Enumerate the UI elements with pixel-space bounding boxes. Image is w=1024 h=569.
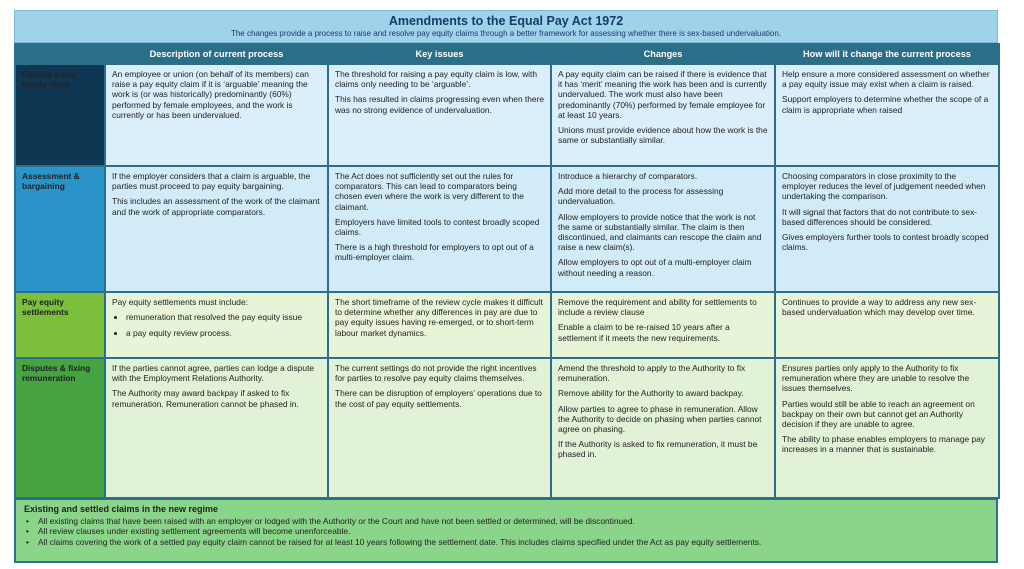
paragraph: Remove the requirement and ability for settlements to include a review clause: [558, 297, 757, 318]
footer-title: Existing and settled claims in the new regime: [24, 504, 219, 514]
paragraph: Choosing comparators in close proximity to the employer reduces the level of judgement needed when undertaking the comparison.: [782, 171, 986, 202]
page-subtitle: The changes provide a process to raise and resolve pay equity claims through a better framework for assessing whether there is sex-based undervaluation.: [230, 29, 782, 38]
amendments-table: [14, 43, 1000, 499]
paragraph: There can be disruption of employers’ operations due to the cost of pay equity settlements.: [335, 388, 542, 409]
title-banner: [14, 10, 998, 43]
row-assessment-bargaining: [15, 166, 999, 292]
paragraph: If the Authority is asked to fix remuneration, it must be phased in.: [558, 439, 758, 460]
impact-cell: [775, 358, 999, 498]
paragraph: Help ensure a more considered assessment on whether a pay equity issue may exist when a claim is raised.: [782, 69, 990, 90]
list-item: • All claims covering the work of a settled pay equity claim cannot be raised for at least 10 years following the settlement date. This includes claims specified under the Act as pay equity settlements.: [38, 537, 988, 548]
paragraph: This includes an assessment of the work of the claimant and the work of appropriate comparators.: [112, 196, 320, 217]
paragraph: Employers have limited tools to contest broadly scoped claims.: [335, 216, 540, 238]
paragraph: Allow parties to agree to phase in remuneration. Allow the Authority to decide on phasing when parties cannot agree on phasing.: [558, 403, 762, 435]
paragraph: Allow employers to provide notice that the work is not the same or substantially similar. The claim is then discontinued, and claimants can rescope the claim and raise a new claim(s).: [558, 211, 762, 253]
paragraph: The ability to phase enables employers to manage pay increases in a manner that is sustainable.: [782, 434, 985, 455]
impact-cell: [775, 166, 999, 292]
paragraph: The current settings do not provide the right incentives for parties to resolve pay equity claims themselves.: [335, 363, 537, 384]
paragraph: Unions must provide evidence about how the work is the same or substantially similar.: [558, 125, 768, 146]
paragraph: The threshold for raising a pay equity claim is low, with claims only needing to be ‘arguable’.: [335, 69, 538, 90]
paragraph: There is a high threshold for employers to opt out of a multi-employer claim.: [335, 242, 534, 263]
paragraph: Parties would still be able to reach an agreement on backpay on their own but cannot get an Authority decision if they are unable to agree.: [782, 398, 975, 430]
list-item: • a pay equity review process.: [126, 328, 321, 338]
header-corner: [15, 44, 105, 64]
row-label: Assessment & bargaining: [15, 166, 105, 292]
paragraph: Gives employers further tools to contest broadly scoped claims.: [782, 232, 989, 253]
paragraph: The Act does not sufficiently set out the rules for comparators. This can lead to comparators being chosen even where the work is very different to the claimant.: [335, 171, 524, 212]
paragraph: Pay equity settlements must include:: [112, 297, 248, 307]
paragraph: Allow employers to opt out of a multi-employer claim without needing a reason.: [558, 257, 752, 278]
changes-cell: [551, 358, 775, 498]
paragraph: If the parties cannot agree, parties can lodge a dispute with the Employment Relations Authority.: [112, 363, 315, 384]
row-label: Disputes & fixing remuneration: [15, 358, 105, 498]
row-label: Pay equity settlements: [15, 292, 105, 358]
paragraph: Introduce a hierarchy of comparators.: [558, 171, 698, 181]
row-pay-equity-settlements: [15, 292, 999, 358]
row-label: Raising a pay equity claim: [15, 64, 105, 166]
paragraph: Amend the threshold to apply to the Authority to fix remuneration.: [558, 363, 746, 384]
page-title: Amendments to the Equal Pay Act 1972: [388, 14, 624, 28]
footer-list: [24, 516, 988, 548]
changes-cell: [551, 166, 775, 292]
paragraph: The short timeframe of the review cycle makes it difficult to determine whether any differences in pay are due to pay equity issues having re-emerged, or to short-term labour market dynamics.: [335, 297, 543, 338]
header-changes: Changes: [551, 44, 775, 64]
list-item: • All existing claims that have been raised with an employer or lodged with the Authority or the Court and have not been settled or determined, will be discontinued.: [38, 516, 988, 527]
header-row: [15, 44, 999, 64]
issues-cell: [328, 358, 551, 498]
description-cell: [105, 292, 328, 358]
paragraph: If the employer considers that a claim is arguable, the parties must proceed to pay equity bargaining.: [112, 171, 311, 192]
changes-cell: [551, 64, 775, 166]
issues-cell: [328, 64, 551, 166]
impact-cell: [775, 292, 999, 358]
list-item: • remuneration that resolved the pay equity issue: [126, 312, 321, 322]
impact-cell: [775, 64, 999, 166]
paragraph: Add more detail to the process for assessing undervaluation.: [558, 186, 724, 207]
paragraph: An employee or union (on behalf of its members) can raise a pay equity claim if it is ‘arguable’ meaning the work is (or was historically) predominantly (60%) performed by female employees, and the work is currently or has been undervalued.: [112, 69, 309, 120]
header-key-issues: Key issues: [328, 44, 551, 64]
paragraph: The Authority may award backpay if asked to fix remuneration. Remuneration cannot be phased in.: [112, 388, 299, 409]
changes-cell: [551, 292, 775, 358]
document-frame: [14, 10, 998, 563]
paragraph: It will signal that factors that do not contribute to sex-based differences should be considered.: [782, 206, 978, 227]
header-description: Description of current process: [105, 44, 328, 64]
issues-cell: [328, 292, 551, 358]
description-cell: [105, 64, 328, 166]
paragraph: Remove ability for the Authority to award backpay.: [558, 388, 744, 399]
issues-cell: [328, 166, 551, 292]
row-raising-claim: [15, 64, 999, 166]
header-impact: How will it change the current process: [775, 44, 999, 64]
bullet-list: [112, 312, 321, 338]
description-cell: [105, 358, 328, 498]
paragraph: A pay equity claim can be raised if there is evidence that it has ‘merit’ meaning the work has been and is currently undervalued. The work must also have been predominantly (70%) performed by female employee for at least 10 years.: [558, 69, 767, 120]
paragraph: Enable a claim to be re-raised 10 years after a settlement if it meets the new requirements.: [558, 322, 730, 343]
paragraph: This has resulted in claims progressing even when there was no strong evidence of undervaluation.: [335, 94, 545, 115]
row-disputes-remuneration: [15, 358, 999, 498]
paragraph: Continues to provide a way to address any new sex-based undervaluation which may develop over time.: [782, 297, 977, 318]
paragraph: Support employers to determine whether the scope of a claim is appropriate when raised: [782, 94, 989, 115]
list-item: • All review clauses under existing settlement agreements will become unenforceable.: [38, 526, 988, 537]
existing-claims-footer: [14, 498, 998, 563]
paragraph: Ensures parties only apply to the Authority to fix remuneration where they are unable to resolve the issues themselves.: [782, 363, 970, 394]
description-cell: [105, 166, 328, 292]
